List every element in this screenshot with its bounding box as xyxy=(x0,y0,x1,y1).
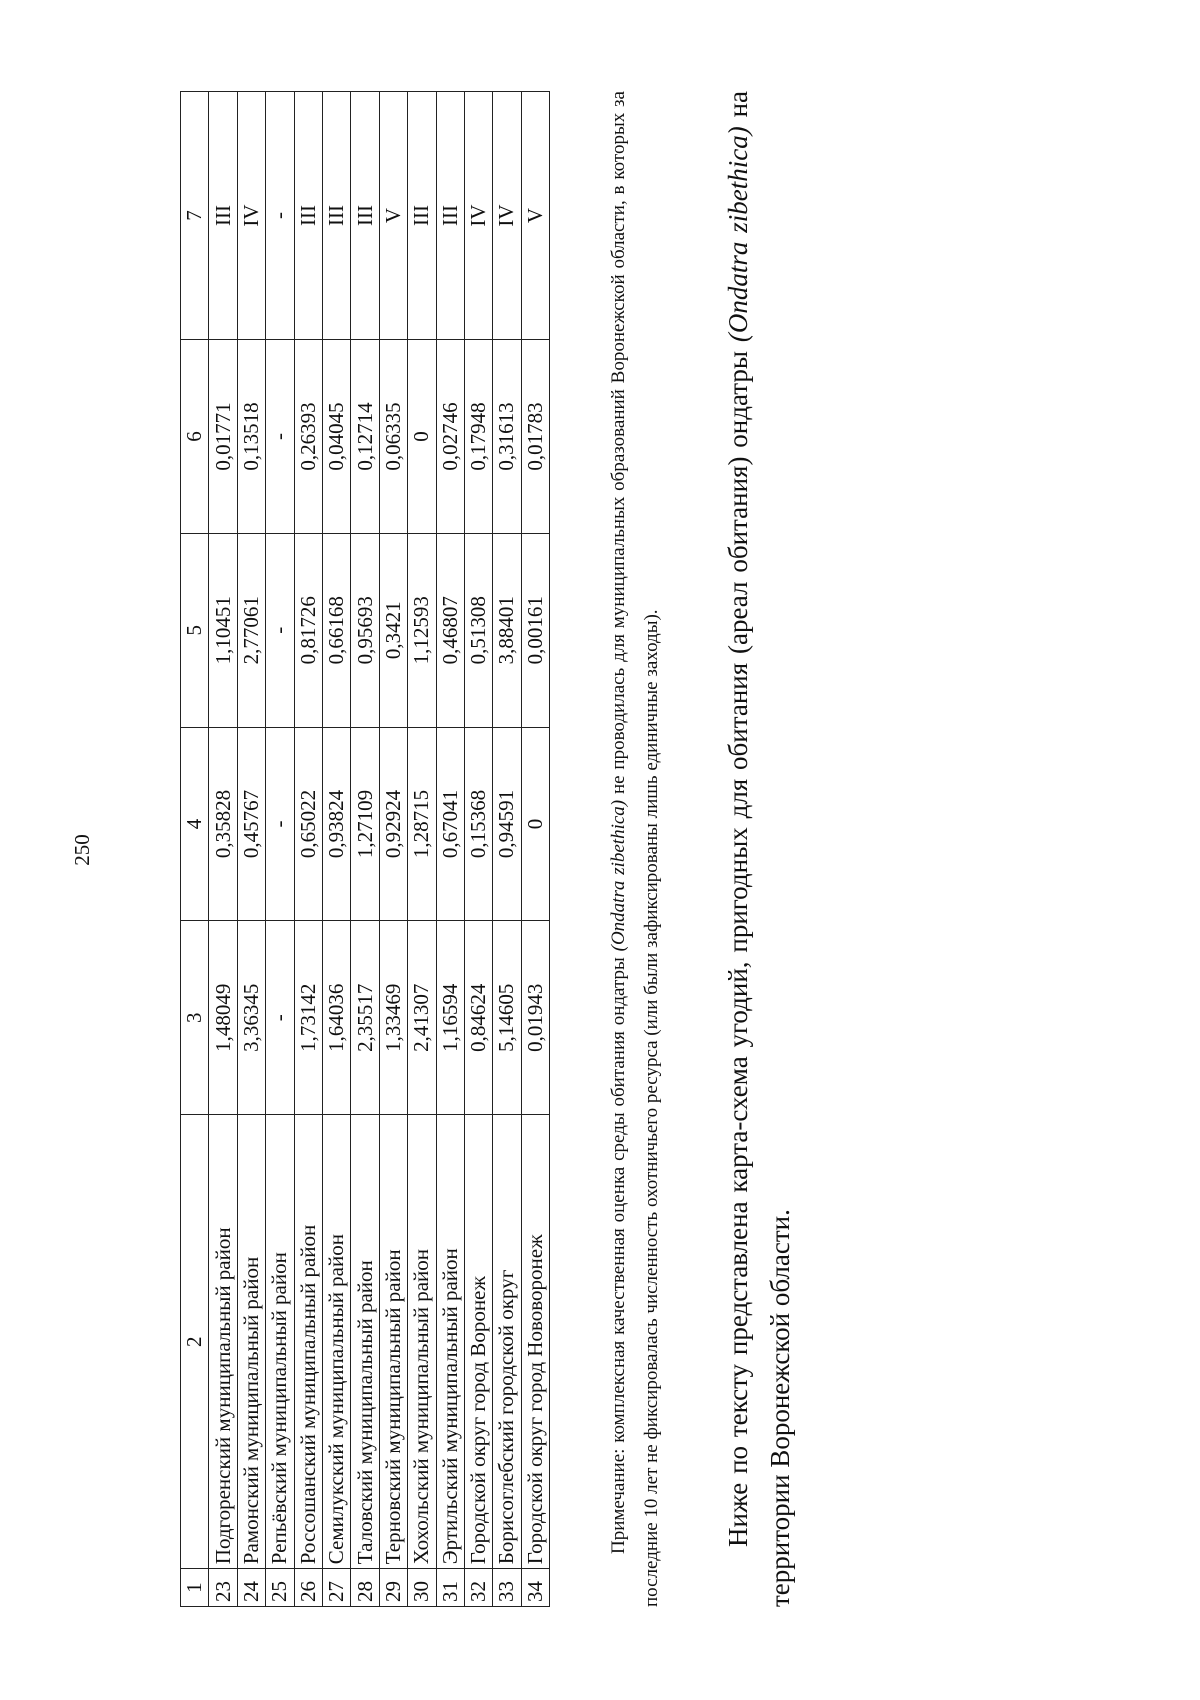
row-number-cell: 32 xyxy=(464,1569,492,1607)
class-cell: IV xyxy=(493,92,521,340)
district-name-cell: Семилукский муниципальный район xyxy=(322,1115,350,1569)
value-col5-cell: 1,10451 xyxy=(209,533,237,727)
class-cell: III xyxy=(436,92,464,340)
value-col6-cell: 0,06335 xyxy=(379,340,407,534)
value-col4-cell: 0,67041 xyxy=(436,727,464,921)
row-number-cell: 34 xyxy=(521,1569,549,1607)
value-col4-cell: 0,65022 xyxy=(294,727,322,921)
table-row xyxy=(209,92,237,1607)
row-number-cell: 29 xyxy=(379,1569,407,1607)
row-number-cell: 31 xyxy=(436,1569,464,1607)
value-col6-cell: 0,01783 xyxy=(521,340,549,534)
class-cell: III xyxy=(408,92,436,340)
row-number-cell: 33 xyxy=(493,1569,521,1607)
district-name-cell: Таловский муниципальный район xyxy=(351,1115,379,1569)
value-col6-cell: 0,31613 xyxy=(493,340,521,534)
value-col5-cell: 0,00161 xyxy=(521,533,549,727)
value-col3-cell: 2,41307 xyxy=(408,921,436,1115)
value-col4-cell: 0,15368 xyxy=(464,727,492,921)
row-number-cell: 28 xyxy=(351,1569,379,1607)
table-row xyxy=(436,92,464,1607)
class-cell: III xyxy=(322,92,350,340)
value-col6-cell: 0,13518 xyxy=(237,340,265,534)
value-col4-cell: 1,28715 xyxy=(408,727,436,921)
value-col5-cell: 0,46807 xyxy=(436,533,464,727)
column-number-header: 5 xyxy=(181,533,209,727)
table-row xyxy=(493,92,521,1607)
value-col4-cell: 0,92924 xyxy=(379,727,407,921)
body-paragraph xyxy=(717,91,801,1607)
value-col3-cell: 1,16594 xyxy=(436,921,464,1115)
paragraph-suffix: на территории Воронежской области. xyxy=(723,91,795,1607)
class-cell: IV xyxy=(464,92,492,340)
value-col6-cell: 0,17948 xyxy=(464,340,492,534)
table-row xyxy=(237,92,265,1607)
data-table-body xyxy=(181,92,550,1607)
column-number-header: 2 xyxy=(181,1115,209,1569)
value-col6-cell: 0,12714 xyxy=(351,340,379,534)
column-number-header: 7 xyxy=(181,92,209,340)
value-col3-cell: 0,84624 xyxy=(464,921,492,1115)
value-col6-cell: 0,26393 xyxy=(294,340,322,534)
column-number-header: 1 xyxy=(181,1569,209,1607)
value-col3-cell: 5,14605 xyxy=(493,921,521,1115)
value-col5-cell: 1,12593 xyxy=(408,533,436,727)
row-number-cell: 23 xyxy=(209,1569,237,1607)
column-number-header: 6 xyxy=(181,340,209,534)
table-row xyxy=(408,92,436,1607)
note-prefix: Примечание: комплексная качественная оценка среды обитания ондатры xyxy=(608,951,629,1554)
table-row xyxy=(322,92,350,1607)
district-name-cell: Подгоренский муниципальный район xyxy=(209,1115,237,1569)
value-col6-cell: - xyxy=(266,340,294,534)
value-col5-cell: 2,77061 xyxy=(237,533,265,727)
value-col5-cell: 0,81726 xyxy=(294,533,322,727)
class-cell: V xyxy=(521,92,549,340)
table-row xyxy=(266,92,294,1607)
value-col3-cell: 2,35517 xyxy=(351,921,379,1115)
row-number-cell: 25 xyxy=(266,1569,294,1607)
row-number-cell: 26 xyxy=(294,1569,322,1607)
note-suffix: не проводилась для муниципальных образований Воронежской области, в которых за последние 10 лет не фиксировалась численность охотничьего ресурса (или были зафиксированы лишь единичные заходы). xyxy=(608,91,662,1607)
table-row xyxy=(521,92,549,1607)
row-number-cell: 27 xyxy=(322,1569,350,1607)
value-col6-cell: 0,02746 xyxy=(436,340,464,534)
district-name-cell: Репьёвский муниципальный район xyxy=(266,1115,294,1569)
class-cell: - xyxy=(266,92,294,340)
paragraph-species: (Ondatra zibethica) xyxy=(723,126,753,343)
value-col5-cell: - xyxy=(266,533,294,727)
column-number-header: 4 xyxy=(181,727,209,921)
table-row xyxy=(379,92,407,1607)
district-name-cell: Хохольский муниципальный район xyxy=(408,1115,436,1569)
value-col6-cell: 0,01771 xyxy=(209,340,237,534)
column-number-header: 3 xyxy=(181,921,209,1115)
value-col6-cell: 0 xyxy=(408,340,436,534)
district-name-cell: Рамонский муниципальный район xyxy=(237,1115,265,1569)
table-row xyxy=(351,92,379,1607)
district-name-cell: Борисоглебский городской округ xyxy=(493,1115,521,1569)
value-col3-cell: 1,73142 xyxy=(294,921,322,1115)
page-number: 250 xyxy=(70,834,94,866)
table-header-row xyxy=(181,92,209,1607)
value-col4-cell: 0,93824 xyxy=(322,727,350,921)
row-number-cell: 30 xyxy=(408,1569,436,1607)
table-note xyxy=(602,91,668,1607)
class-cell: V xyxy=(379,92,407,340)
note-species: (Ondatra zibethica) xyxy=(608,799,629,952)
value-col3-cell: 1,33469 xyxy=(379,921,407,1115)
paragraph-prefix: Ниже по тексту представлена карта-схема угодий, пригодных для обитания (ареал обитания) ондатры xyxy=(723,342,753,1547)
value-col5-cell: 0,51308 xyxy=(464,533,492,727)
class-cell: IV xyxy=(237,92,265,340)
value-col4-cell: 0,35828 xyxy=(209,727,237,921)
value-col5-cell: 3,88401 xyxy=(493,533,521,727)
data-table xyxy=(180,91,550,1607)
value-col5-cell: 0,66168 xyxy=(322,533,350,727)
value-col3-cell: - xyxy=(266,921,294,1115)
value-col4-cell: 0,45767 xyxy=(237,727,265,921)
district-name-cell: Россошанский муниципальный район xyxy=(294,1115,322,1569)
district-name-cell: Терновский муниципальный район xyxy=(379,1115,407,1569)
value-col5-cell: 0,95693 xyxy=(351,533,379,727)
value-col6-cell: 0,04045 xyxy=(322,340,350,534)
value-col3-cell: 1,48049 xyxy=(209,921,237,1115)
district-name-cell: Городской округ город Нововоронеж xyxy=(521,1115,549,1569)
value-col4-cell: 0 xyxy=(521,727,549,921)
row-number-cell: 24 xyxy=(237,1569,265,1607)
value-col4-cell: 1,27109 xyxy=(351,727,379,921)
class-cell: III xyxy=(209,92,237,340)
value-col4-cell: - xyxy=(266,727,294,921)
value-col3-cell: 0,01943 xyxy=(521,921,549,1115)
district-name-cell: Городской округ город Воронеж xyxy=(464,1115,492,1569)
value-col3-cell: 3,36345 xyxy=(237,921,265,1115)
table-row xyxy=(294,92,322,1607)
table-row xyxy=(464,92,492,1607)
value-col5-cell: 0,3421 xyxy=(379,533,407,727)
district-name-cell: Эртильский муниципальный район xyxy=(436,1115,464,1569)
class-cell: III xyxy=(294,92,322,340)
value-col3-cell: 1,64036 xyxy=(322,921,350,1115)
value-col4-cell: 0,94591 xyxy=(493,727,521,921)
class-cell: III xyxy=(351,92,379,340)
